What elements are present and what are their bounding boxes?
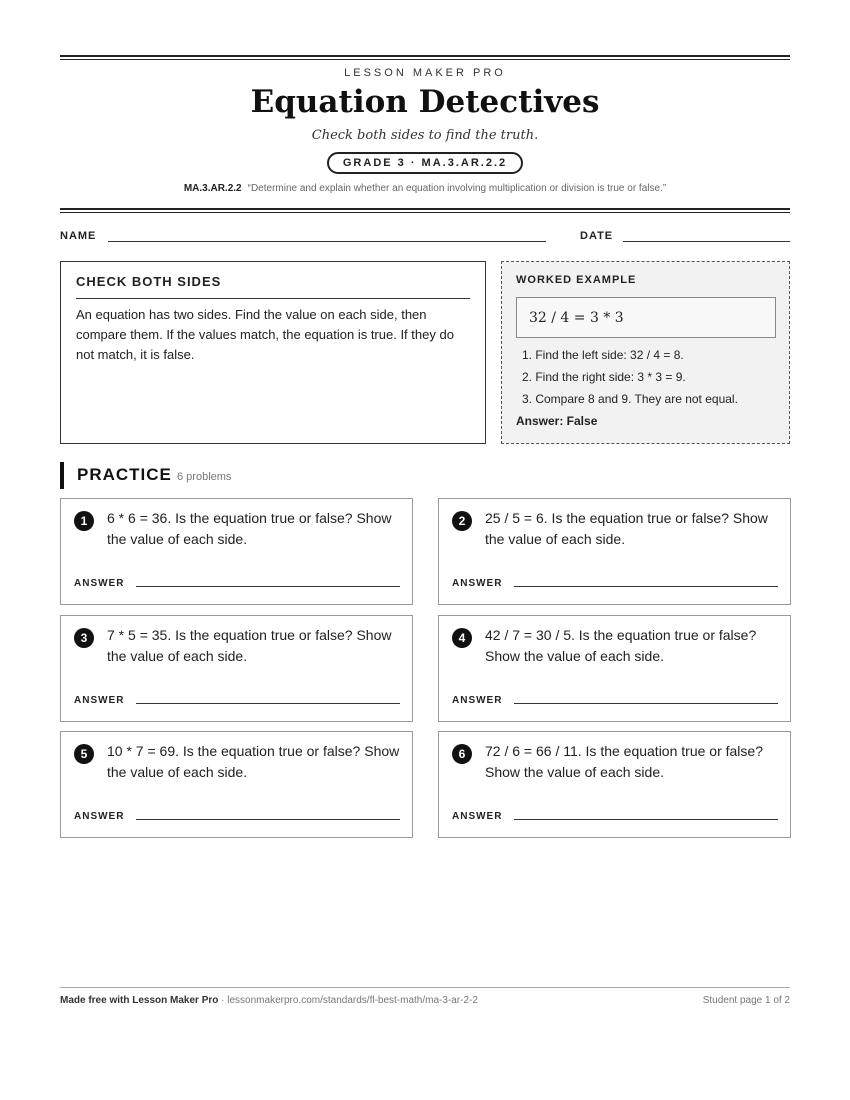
problem-number: 4 [452,628,472,648]
problem-card-6 [438,731,791,838]
answer-label: ANSWER [74,811,125,822]
check-box-divider [76,298,470,299]
answer-write-line[interactable] [136,819,400,820]
worksheet-title: Equation Detectives [250,84,600,120]
worked-example-box [501,261,790,444]
footer-page-number: Student page 1 of 2 [702,995,790,1006]
problem-card-1 [60,498,413,605]
standard-line [60,183,790,194]
standard-text: “Determine and explain whether an equation involving multiplication or division is true or false.” [247,183,667,194]
problem-number: 6 [452,744,472,764]
date-write-line[interactable] [623,241,790,242]
answer-write-line[interactable] [514,586,778,587]
answer-label: ANSWER [74,695,125,706]
worksheet-page [60,0,790,1100]
practice-title: PRACTICE [77,465,172,484]
problem-number: 2 [452,511,472,531]
footer-rule [60,987,790,988]
answer-write-line[interactable] [514,819,778,820]
problem-number: 5 [74,744,94,764]
problem-number: 3 [74,628,94,648]
problem-text: 25 / 5 = 6. Is the equation true or false? Show the value of each side. [485,510,768,547]
answer-label: ANSWER [74,578,125,589]
answer-label: ANSWER [452,811,503,822]
footer-url: · lessonmakerpro.com/standards/fl-best-math/ma-3-ar-2-2 [218,995,478,1006]
name-write-line[interactable] [108,241,546,242]
answer-write-line[interactable] [136,586,400,587]
worked-example-title: WORKED EXAMPLE [516,274,637,286]
grade-pill-wrap [60,152,790,174]
problem-text: 6 * 6 = 36. Is the equation true or false? Show the value of each side. [107,510,392,547]
check-both-sides-box [60,261,486,444]
worked-step: 3. Compare 8 and 9. They are not equal. [522,392,738,406]
problem-text: 72 / 6 = 66 / 11. Is the equation true or false? Show the value of each side. [485,743,763,780]
worked-example-answer: Answer: False [516,414,598,428]
brand-name: LESSON MAKER PRO [344,67,506,79]
practice-count: 6 problems [177,471,232,483]
problem-card-3 [60,615,413,722]
worked-example-equation: 32 / 4 = 3 * 3 [516,297,776,338]
problem-number: 1 [74,511,94,531]
problem-text: 10 * 7 = 69. Is the equation true or false? Show the value of each side. [107,743,400,780]
problem-card-2 [438,498,791,605]
header-bottom-double-rule [60,208,790,213]
answer-write-line[interactable] [136,703,400,704]
worked-step: 2. Find the right side: 3 * 3 = 9. [522,370,686,384]
problem-card-5 [60,731,413,838]
footer-credit [60,995,478,1006]
worked-example-steps [522,344,784,410]
answer-label: ANSWER [452,695,503,706]
problem-text: 42 / 7 = 30 / 5. Is the equation true or false? Show the value of each side. [485,627,757,664]
problem-text: 7 * 5 = 35. Is the equation true or false? Show the value of each side. [107,627,392,664]
check-both-sides-body: An equation has two sides. Find the value on each side, then compare them. If the values match, the equation is true. If they do not match, it is false. [76,307,454,362]
footer-made-with: Made free with Lesson Maker Pro [60,995,219,1006]
date-label: DATE [580,230,614,242]
answer-write-line[interactable] [514,703,778,704]
practice-accent-bar [60,462,64,489]
standard-code: MA.3.AR.2.2 [183,183,242,194]
name-label: NAME [60,230,97,242]
top-double-rule [60,55,790,60]
worksheet-subtitle: Check both sides to find the truth. [311,128,539,143]
problem-card-4 [438,615,791,722]
check-both-sides-title: CHECK BOTH SIDES [76,274,222,289]
worked-step: 1. Find the left side: 32 / 4 = 8. [522,348,684,362]
grade-badge: GRADE 3 · MA.3.AR.2.2 [327,152,523,174]
answer-label: ANSWER [452,578,503,589]
student-fields [60,230,790,244]
